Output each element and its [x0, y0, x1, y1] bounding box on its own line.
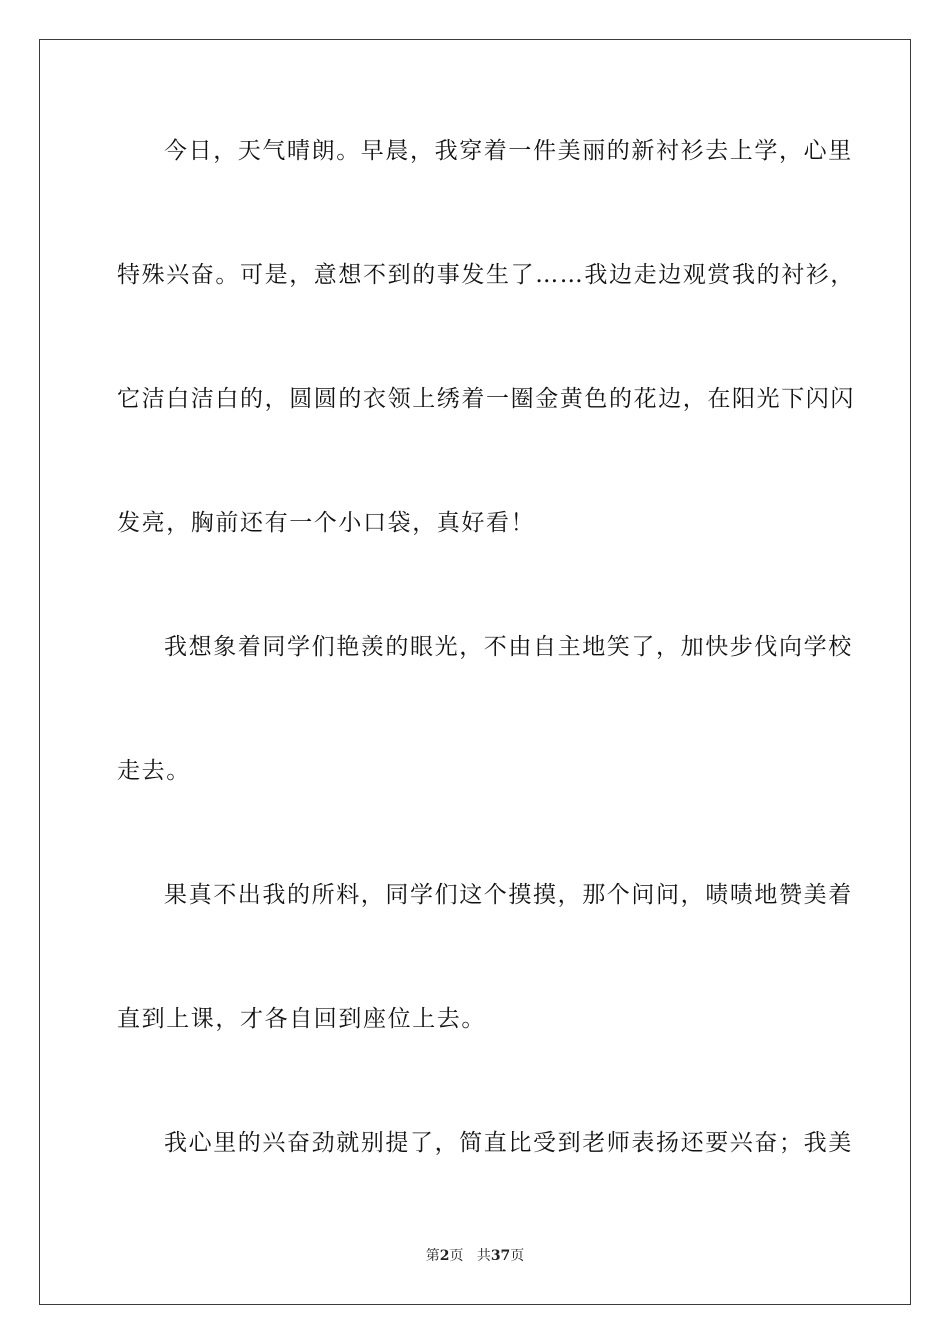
footer-page-suffix: 页: [449, 1248, 464, 1264]
footer-total-suffix: 页: [510, 1248, 525, 1264]
paragraph-1-line-1: 今日，天气晴朗。早晨，我穿着一件美丽的新衬衫去上学，心里: [164, 138, 853, 164]
footer-total-pages: 37: [490, 1248, 511, 1264]
paragraph-2-line-2: 走去。: [117, 758, 191, 784]
footer-page-number: 2: [439, 1248, 450, 1264]
paragraph-1-line-2: 特殊兴奋。可是，意想不到的事发生了……我边走边观赏我的衬衫，: [117, 262, 855, 288]
footer-total-prefix: 共: [476, 1248, 491, 1264]
footer-page-prefix: 第: [425, 1248, 440, 1264]
page-footer: [0, 1247, 950, 1265]
paragraph-1-line-3: 它洁白洁白的，圆圆的衣领上绣着一圈金黄色的花边，在阳光下闪闪: [117, 386, 855, 412]
paragraph-1-line-4: 发亮，胸前还有一个小口袋，真好看！: [117, 510, 536, 536]
paragraph-4-line-1: 我心里的兴奋劲就别提了，简直比受到老师表扬还要兴奋；我美: [164, 1130, 853, 1156]
page-border: [39, 39, 911, 1305]
paragraph-3-line-2: 直到上课，才各自回到座位上去。: [117, 1006, 486, 1032]
paragraph-2-line-1: 我想象着同学们艳羡的眼光，不由自主地笑了，加快步伐向学校: [164, 634, 853, 660]
paragraph-3-line-1: 果真不出我的所料，同学们这个摸摸，那个问问，啧啧地赞美着: [164, 882, 853, 908]
